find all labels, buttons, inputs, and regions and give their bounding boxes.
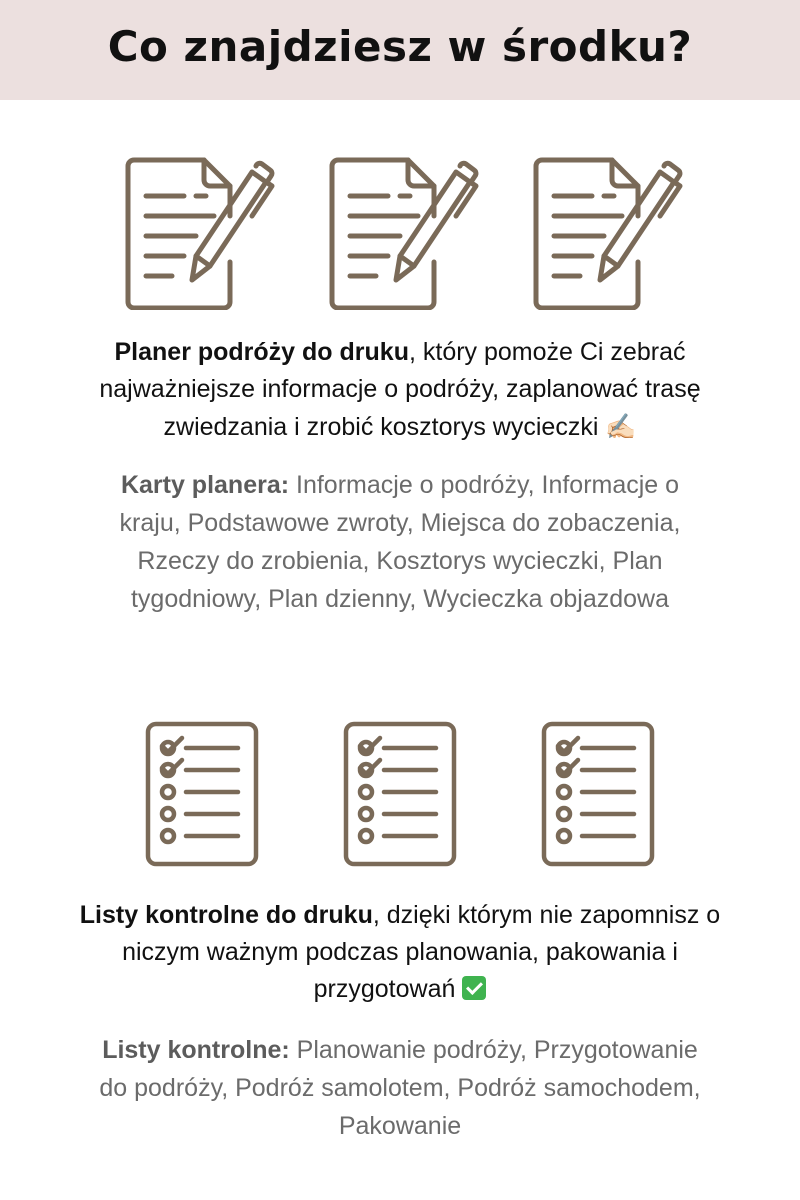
checklist-icon (538, 718, 658, 868)
checklists-label: Listy kontrolne: (102, 1036, 290, 1064)
checklists-items: Planowanie podróży, Przygotowanie do podróży, Podróż samolotem, Podróż samochodem, Pakowanie (99, 1036, 701, 1140)
checklists-lead-title: Listy kontrolne do druku (79, 901, 373, 929)
planner-cards-text (90, 466, 710, 618)
check-mark-emoji-icon (462, 976, 486, 1000)
header-banner (0, 0, 800, 100)
document-pen-icon (120, 150, 280, 310)
checklists-list (90, 1031, 710, 1145)
planner-cards-list (90, 466, 710, 618)
checklists-description (60, 897, 740, 1008)
checklists-lead (60, 897, 740, 1008)
planner-cards-items: Informacje o podróży, Informacje o kraju, Podstawowe zwroty, Miejsca do zobaczenia, Rzeczy do zrobienia, Kosztorys wycieczki, Plan tygodniowy, Plan dzienny, Wycieczka objazdowa (119, 471, 681, 613)
planner-lead-text: , który pomoże Ci zebrać najważniejsze informacje o podróży, zaplanować trasę zwiedzania i zrobić kosztorys wycieczki (99, 338, 701, 441)
document-pen-icon (528, 150, 688, 310)
document-pen-icon (324, 150, 484, 310)
planner-lead (60, 334, 740, 446)
checklist-icon (340, 718, 460, 868)
checklists-lead-text: , dzięki którym nie zapomnisz o niczym ważnym podczas planowania, pakowania i przygotowań (122, 901, 721, 1003)
checklist-icon (142, 718, 262, 868)
planner-description (60, 334, 740, 446)
planner-lead-title: Planer podróży do druku (114, 338, 409, 366)
checklist-icons-row (0, 718, 800, 868)
planner-icons-row (0, 150, 800, 310)
page-title: Co znajdziesz w środku? (107, 21, 693, 71)
writing-hand-emoji: ✍🏻 (605, 412, 637, 441)
planner-cards-label: Karty planera: (120, 471, 290, 499)
checklists-text (90, 1031, 710, 1145)
